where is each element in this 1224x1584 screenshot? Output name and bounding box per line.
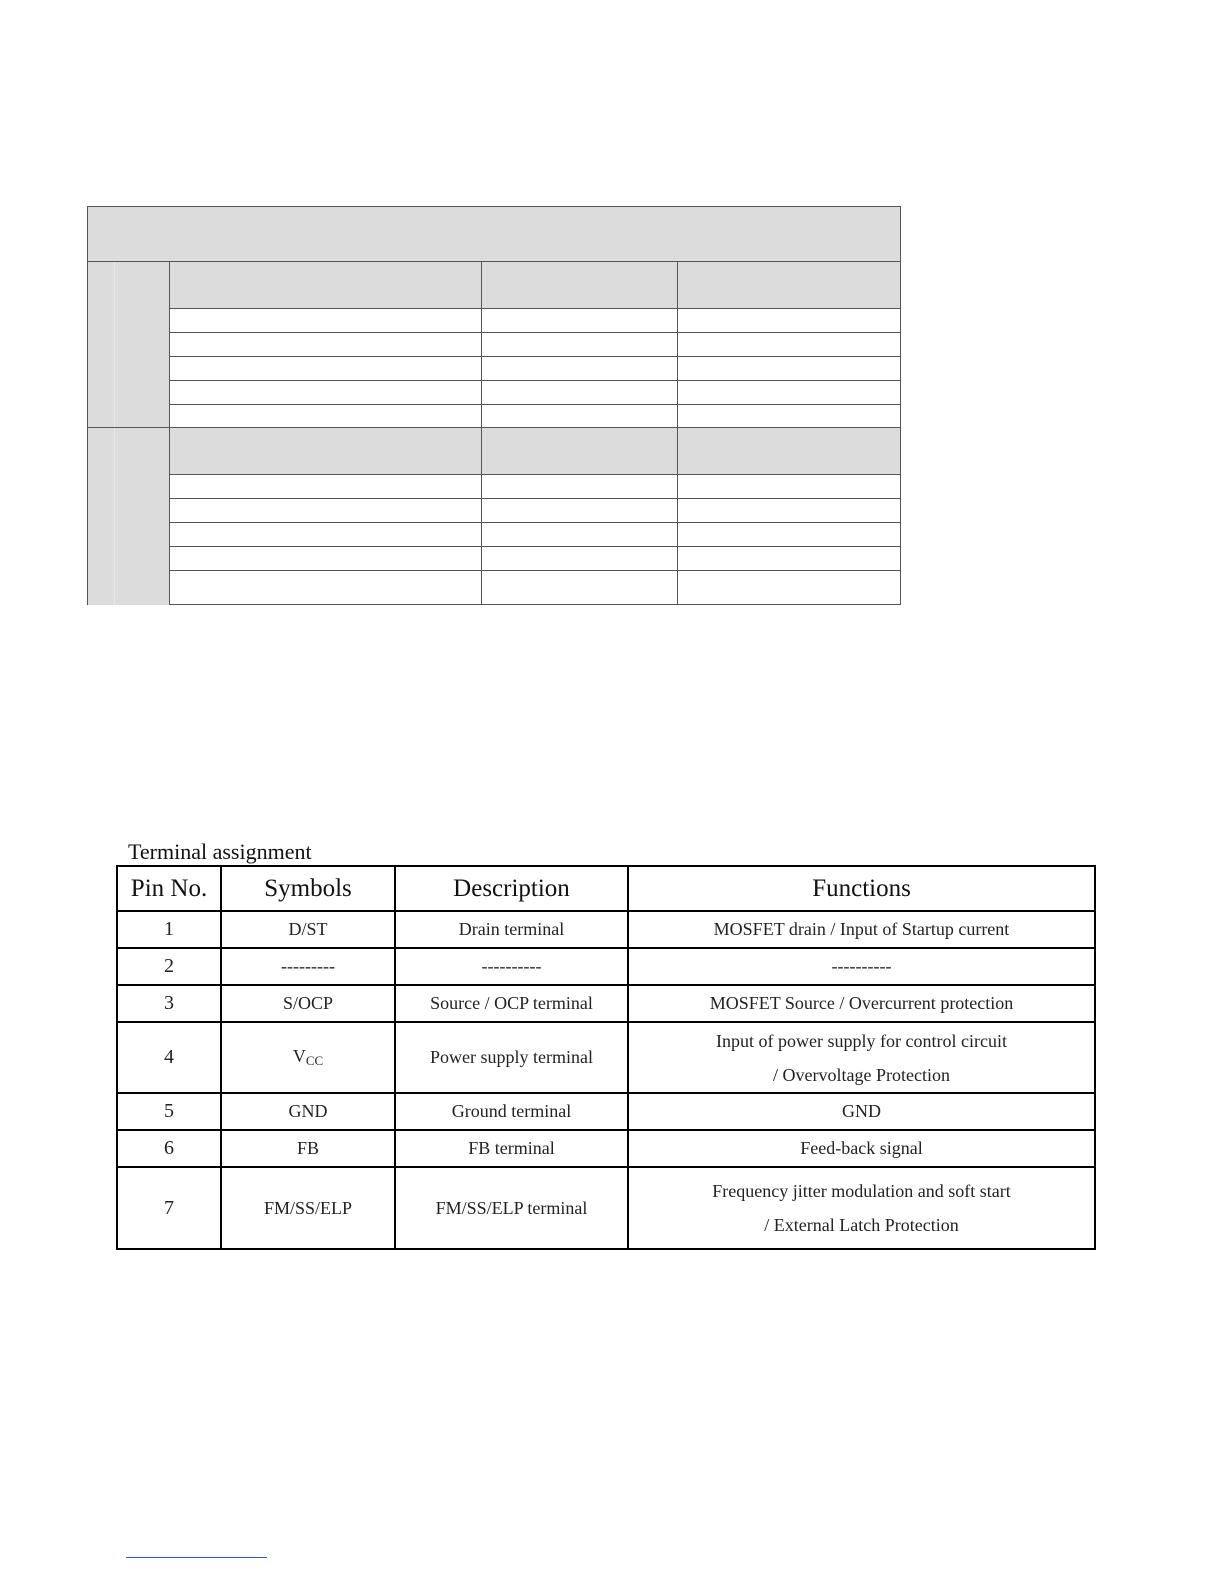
footnote-separator — [126, 1557, 267, 1558]
pin-symbol: D/ST — [221, 911, 395, 948]
table-row — [117, 1022, 1095, 1093]
blank-row-group-2 — [88, 428, 170, 605]
blank-row — [170, 405, 900, 428]
pin-symbol: --------- — [221, 948, 395, 985]
pin-function: MOSFET drain / Input of Startup current — [628, 911, 1095, 948]
blank-row — [170, 547, 900, 571]
pin-description: FM/SS/ELP terminal — [395, 1167, 628, 1249]
blank-row — [170, 571, 900, 605]
function-line-1: Input of power supply for control circuit — [716, 1030, 1007, 1051]
blank-row — [170, 357, 900, 381]
symbol-main: V — [292, 1046, 306, 1066]
header-symbols: Symbols — [221, 866, 395, 911]
pin-number: 7 — [117, 1167, 221, 1249]
table-row — [117, 985, 1095, 1022]
blank-row — [170, 523, 900, 547]
pin-symbol: FM/SS/ELP — [221, 1167, 395, 1249]
pin-description: ---------- — [395, 948, 628, 985]
blank-subheader-row-1 — [170, 262, 900, 309]
function-line-2: / Overvoltage Protection — [773, 1064, 950, 1085]
terminal-assignment-caption: Terminal assignment — [128, 839, 312, 864]
symbol-subscript: CC — [305, 1053, 324, 1068]
pin-function: Feed-back signal — [628, 1130, 1095, 1167]
pin-symbol: FB — [221, 1130, 395, 1167]
pin-function — [628, 1022, 1095, 1093]
pin-function — [628, 1167, 1095, 1249]
blank-row — [170, 333, 900, 357]
pin-description: Drain terminal — [395, 911, 628, 948]
table-row — [117, 911, 1095, 948]
pin-symbol — [221, 1022, 395, 1093]
header-pin-no: Pin No. — [117, 866, 221, 911]
pin-description: Source / OCP terminal — [395, 985, 628, 1022]
pin-symbol: S/OCP — [221, 985, 395, 1022]
pin-function: MOSFET Source / Overcurrent protection — [628, 985, 1095, 1022]
blank-row — [170, 499, 900, 523]
table-header-row — [117, 866, 1095, 911]
blank-table-header — [88, 207, 900, 262]
pin-description: FB terminal — [395, 1130, 628, 1167]
table-row — [117, 1093, 1095, 1130]
pin-number: 3 — [117, 985, 221, 1022]
pin-number: 6 — [117, 1130, 221, 1167]
pin-number: 2 — [117, 948, 221, 985]
blank-row-group-1 — [88, 262, 170, 428]
pin-number: 5 — [117, 1093, 221, 1130]
pin-number: 4 — [117, 1022, 221, 1093]
pin-description: Ground terminal — [395, 1093, 628, 1130]
blank-spec-table — [87, 206, 901, 605]
pin-function: ---------- — [628, 948, 1095, 985]
blank-subheader-row-2 — [170, 428, 900, 475]
header-description: Description — [395, 866, 628, 911]
pin-number: 1 — [117, 911, 221, 948]
pin-description: Power supply terminal — [395, 1022, 628, 1093]
pin-function: GND — [628, 1093, 1095, 1130]
terminal-assignment-table — [116, 865, 1096, 1250]
function-line-2: / External Latch Protection — [764, 1215, 959, 1235]
table-row — [117, 948, 1095, 985]
blank-row — [170, 475, 900, 499]
pin-symbol: GND — [221, 1093, 395, 1130]
blank-row — [170, 309, 900, 333]
table-row — [117, 1130, 1095, 1167]
table-row — [117, 1167, 1095, 1249]
header-functions: Functions — [628, 866, 1095, 911]
blank-row — [170, 381, 900, 405]
function-line-1: Frequency jitter modulation and soft start — [712, 1181, 1011, 1201]
